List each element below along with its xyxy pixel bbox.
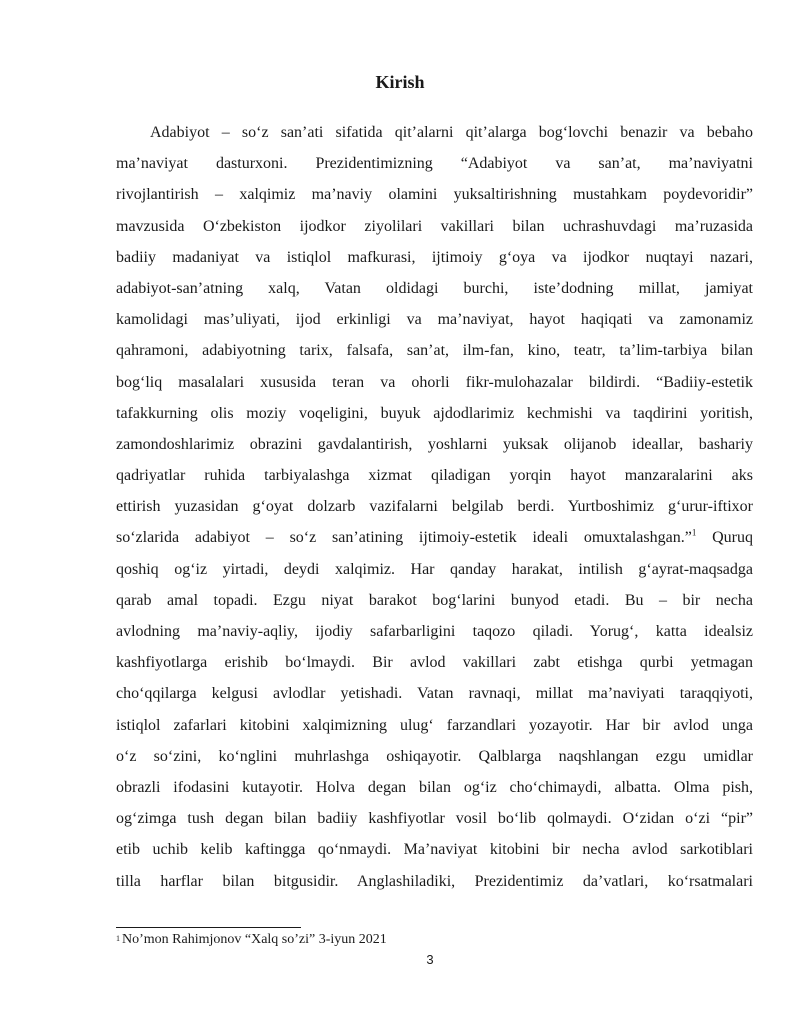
page-number: 3 <box>426 952 434 967</box>
text-line: qoshiq og‘iz yirtadi, deydi xalqimiz. Har qanday harakat, intilish g‘ayrat-maqsadga <box>116 560 753 578</box>
text-line: rivojlantirish – xalqimiz ma’naviy olamini yuksaltirishning mustahkam poydevoridir” <box>116 186 753 204</box>
text-line-tail: Quruq <box>696 529 753 547</box>
footnote <box>116 932 387 948</box>
text-line: zamondoshlarimiz obrazini gavdalantirish, yoshlarni yuksak olijanob ideallar, bashariy <box>116 435 753 453</box>
text-line: kashfiyotlarga erishib bo‘lmaydi. Bir avlod vakillari zabt etishga qurbi yetmagan <box>116 654 753 672</box>
text-line: mavzusida O‘zbekiston ijodkor ziyolilari vakillari bilan uchrashuvdagi ma’ruzasida <box>116 217 753 235</box>
text-line: ettirish yuzasidan g‘oyat dolzarb vazifalarni belgilab berdi. Yurtboshimiz g‘urur-iftixor <box>116 498 753 516</box>
text-line: Adabiyot – so‘z san’ati sifatida qit’alarni qit’alarga bog‘lovchi benazir va bebaho <box>150 124 753 141</box>
footnote-reference[interactable]: 1 <box>691 528 697 539</box>
text-line: etib uchib kelib kaftingga qo‘nmaydi. Ma’naviyat kitobini bir necha avlod sarkotiblari <box>116 841 753 859</box>
text-line: qahramoni, adabiyotning tarix, falsafa, san’at, ilm-fan, kino, teatr, ta’lim-tarbiya bilan <box>116 342 753 360</box>
text-line: istiqlol zafarlari kitobini xalqimizning ulug‘ farzandlari yozayotir. Har bir avlod unga <box>116 716 753 734</box>
text-line: tafakkurning olis moziy voqeligini, buyuk ajdodlarimiz kechmishi va taqdirini yoritish, <box>116 404 753 422</box>
text-line: avlodning ma’naviy-aqliy, ijodiy safarbarligini taqozo qiladi. Yorug‘, katta idealsiz <box>116 623 753 640</box>
text-line: bog‘liq masalalari xususida teran va ohorli fikr-mulohazalar bildirdi. “Badiiy-estetik <box>116 373 753 391</box>
text-line-with-footnote <box>116 522 753 553</box>
text-line: badiiy madaniyat va istiqlol mafkurasi, ijtimoiy g‘oya va ijodkor nuqtayi nazari, <box>116 248 753 266</box>
text-line: cho‘qqilarga kelgusi avlodlar yetishadi. Vatan ravnaqi, millat ma’naviyati taraqqiyoti, <box>116 685 753 703</box>
text-line: ma’naviyat dasturxoni. Prezidentimizning “Adabiyot va san’at, ma’naviyatni <box>116 155 753 173</box>
text-line: o‘z so‘zini, ko‘nglini muhrlashga oshiqayotir. Qalblarga naqshlangan ezgu umidlar <box>116 747 753 765</box>
text-line: obrazli ifodasini kutayotir. Holva degan bilan og‘iz cho‘chimaydi, albatta. Olma pish, <box>116 778 753 796</box>
body-paragraph <box>116 117 753 897</box>
text-line: tilla harflar bilan bitgusidir. Anglashiladiki, Prezidentimiz da’vatlari, ko‘rsatmalari <box>116 872 753 890</box>
footnote-text: No’mon Rahimjonov “Xalq so’zi” 3-iyun 2021 <box>122 932 387 947</box>
text-line: kamolidagi mas’uliyati, ijod erkinligi va ma’naviyat, hayot haqiqati va zamonamiz <box>116 311 753 329</box>
text-line: og‘zimga tush degan bilan badiiy kashfiyotlar vosil bo‘lib qolmaydi. O‘zidan o‘zi “pir” <box>116 810 753 828</box>
footnote-marker: 1 <box>116 934 120 943</box>
text-line: adabiyot-san’atning xalq, Vatan oldidagi burchi, iste’dodning millat, jamiyat <box>116 279 753 297</box>
text-line-head: so‘zlarida adabiyot – so‘z san’atining ijtimoiy-estetik ideali omuxtalashgan.” <box>116 529 692 547</box>
footnote-divider <box>116 927 301 928</box>
page-title: Kirish <box>375 72 425 92</box>
text-line: qarab amal topadi. Ezgu niyat barakot bog‘larini bunyod etadi. Bu – bir necha <box>116 591 753 609</box>
text-line: qadriyatlar ruhida tarbiyalashga xizmat qiladigan yorqin hayot manzaralarini aks <box>116 467 753 485</box>
